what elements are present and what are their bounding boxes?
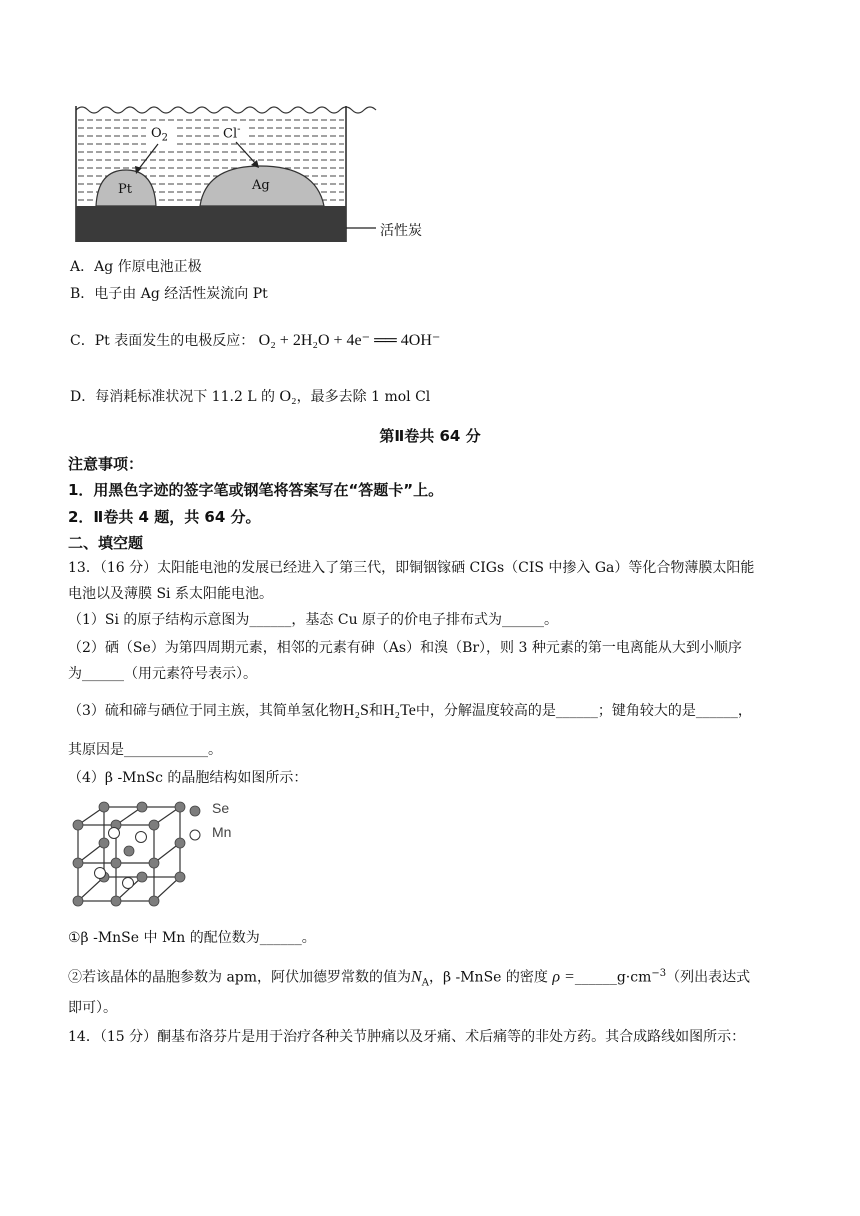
part-heading: 二、填空题 (68, 534, 144, 552)
na-symbol: N (411, 968, 422, 986)
notice-heading: 注意事项： (68, 455, 144, 473)
h2s-formula: H₂S (342, 702, 369, 719)
cl-label (223, 124, 241, 141)
pt-label: Pt (118, 182, 132, 197)
option-d-o2: O₂ (279, 388, 297, 405)
rho-symbol: ρ = (552, 968, 575, 986)
option-a: A．Ag 作原电池正极 (70, 259, 202, 275)
carbon-label: 活性炭 (380, 223, 422, 239)
o2-label (151, 126, 168, 144)
legend-se-icon (188, 804, 202, 818)
q13-part-2-line2: 为______（用元素符号表示）。 (68, 666, 257, 682)
q13-sub-2-text-a: ②若该晶体的晶胞参数为 apm，阿伏加德罗常数的值为 (68, 969, 412, 986)
water-surface (76, 107, 376, 113)
option-c-formula: O₂ + 2H₂O + 4e⁻ ══ 4OH⁻ (258, 332, 441, 349)
option-b: B．电子由 Ag 经活性炭流向 Pt (70, 286, 268, 302)
q13-sub-2-text-b: ，β -MnSe 的密度 (428, 969, 548, 986)
q13-part-1: （1）Si 的原子结构示意图为______，基态 Cu 原子的价电子排布式为______。 (68, 612, 559, 628)
section-title: 第Ⅱ卷共 64 分 (379, 427, 481, 445)
q13-sub-2-line2: 即可）。 (68, 1000, 117, 1016)
q13-part-4: （4）β -MnSc 的晶胞结构如图所示： (68, 770, 308, 786)
q14-intro: 14．（15 分）酮基布洛芬片是用于治疗各种关节肿痛以及牙痛、术后痛等的非处方药。其合成路线如图所示： (68, 1029, 746, 1045)
q13-intro-1: 13．（16 分）太阳能电池的发展已经进入了第三代，即铜铟镓硒 CIGs（CIS 中掺入 Ga）等化合物薄膜太阳能 (68, 560, 755, 576)
cl-sup: - (237, 124, 241, 135)
q13-intro-2: 电池以及薄膜 Si 系太阳能电池。 (68, 586, 273, 602)
option-d-suffix: ，最多去除 1 mol Cl (296, 389, 431, 405)
crystal-structure-diagram (66, 795, 196, 915)
q13-part-3-text-a: （3）硫和碲与硒位于同主族，其简单氢化物 (68, 703, 343, 719)
q13-sub-1: ①β -MnSe 中 Mn 的配位数为______。 (68, 930, 316, 946)
option-c-text: C．Pt 表面发生的电极反应： (70, 333, 255, 349)
density-exponent: −3 (651, 968, 667, 979)
q13-part-2-line1: （2）硒（Se）为第四周期元素，相邻的元素有砷（As）和溴（Br），则 3 种元素的第一电离能从大到小顺序 (68, 640, 742, 656)
legend-mn-icon (188, 828, 202, 842)
q13-sub-2-line1 (68, 965, 750, 992)
activated-carbon (76, 206, 346, 242)
q13-part-3-line2: 其原因是____________。 (68, 742, 222, 758)
option-d (70, 388, 430, 406)
h2te-formula: H₂Te (382, 702, 416, 719)
q13-sub-2-text-d: （列出表达式 (666, 969, 751, 986)
o2-text: O (151, 126, 162, 141)
ag-label: Ag (252, 178, 270, 193)
q13-part-3-text-b: 中，分解温度较高的是______；键角较大的是______， (415, 703, 752, 719)
rule-1: 1．用黑色字迹的签字笔或钢笔将答案写在“答题卡”上。 (68, 481, 444, 499)
legend-mn-label: Mn (212, 824, 232, 840)
q13-sub-2-text-c: ______g·cm (574, 969, 652, 986)
q13-part-3-and: 和 (368, 703, 383, 719)
o2-sub: 2 (161, 132, 169, 144)
option-d-text: D．每消耗标准状况下 11.2 L 的 (70, 389, 276, 405)
option-c (70, 332, 440, 350)
rule-2: 2．Ⅱ卷共 4 题，共 64 分。 (68, 508, 261, 526)
q13-part-3-line1 (68, 702, 752, 720)
legend-se-label: Se (212, 800, 230, 816)
cl-text: Cl (223, 126, 238, 142)
na-subscript: A (421, 977, 429, 989)
